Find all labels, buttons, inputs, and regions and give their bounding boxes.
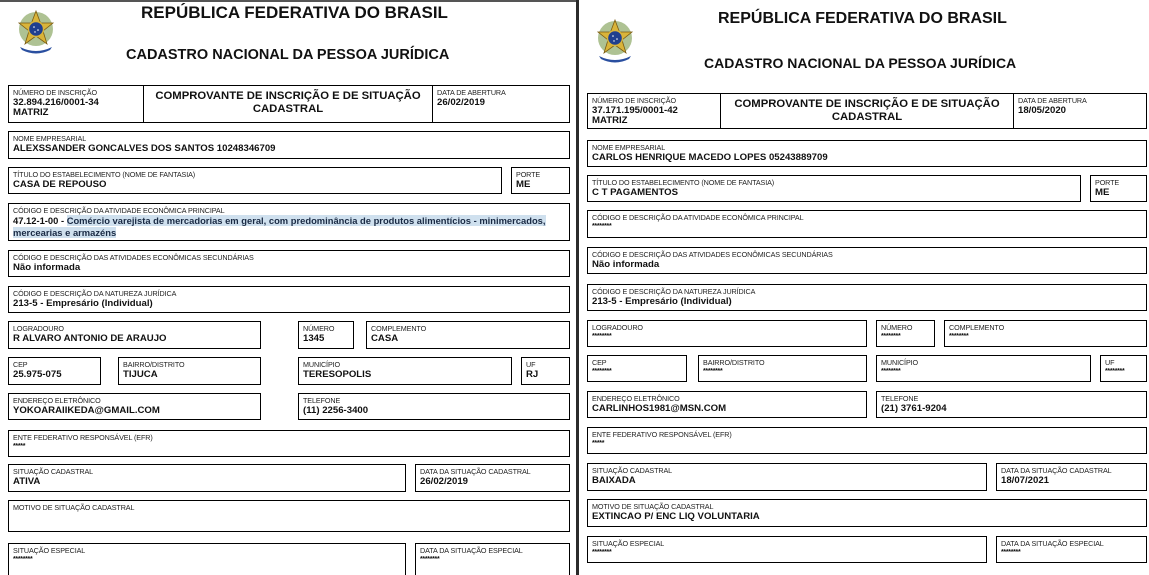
atividade-principal-description: Comércio varejista de mercadorias em geral, com predominância de produtos alimentícios - minimercados, mercearias e armazéns xyxy=(13,215,546,238)
porte-value: ME xyxy=(1095,187,1110,198)
situacao-cadastral-field xyxy=(8,464,406,492)
comprovante-line-2: CADASTRAL xyxy=(252,103,324,115)
situacao-cadastral-label: SITUAÇÃO CADASTRAL xyxy=(13,467,94,476)
telefone-label: TELEFONE xyxy=(303,396,341,405)
efr-label: ENTE FEDERATIVO RESPONSÁVEL (EFR) xyxy=(13,433,153,442)
efr-label: ENTE FEDERATIVO RESPONSÁVEL (EFR) xyxy=(592,430,732,439)
bairro-field xyxy=(698,355,867,382)
comprovante-title xyxy=(144,90,432,116)
telefone-field xyxy=(876,391,1147,418)
situacao-cadastral-field xyxy=(587,463,987,491)
titulo-estabelecimento-label: TÍTULO DO ESTABELECIMENTO (NOME DE FANTASIA) xyxy=(13,170,196,179)
nome-empresarial-value: ALEXSSANDER GONCALVES DOS SANTOS 10248346709 xyxy=(13,143,276,154)
porte-field xyxy=(511,167,570,194)
motivo-situacao-field xyxy=(587,499,1147,527)
numero-field xyxy=(876,320,935,347)
data-abertura-label: DATA DE ABERTURA xyxy=(1018,96,1087,105)
email-value: CARLINHOS1981@MSN.COM xyxy=(592,403,727,414)
cep-value: ******** xyxy=(592,368,612,375)
data-situacao-cadastral-value: 26/02/2019 xyxy=(420,476,469,487)
logradouro-label: LOGRADOURO xyxy=(13,324,64,333)
situacao-cadastral-label: SITUAÇÃO CADASTRAL xyxy=(592,466,673,475)
estabelecimento-tipo: MATRIZ xyxy=(13,107,49,118)
data-situacao-cadastral-value: 18/07/2021 xyxy=(1001,475,1050,486)
atividade-principal-code: 47.12-1-00 - xyxy=(13,215,67,226)
brazil-coat-of-arms-icon xyxy=(14,9,58,55)
bairro-label: BAIRRO/DISTRITO xyxy=(123,360,185,369)
registry-title: CADASTRO NACIONAL DA PESSOA JURÍDICA xyxy=(704,55,1017,71)
cep-field xyxy=(8,357,101,385)
uf-field xyxy=(1100,355,1147,382)
numero-field xyxy=(298,321,354,349)
complemento-field xyxy=(366,321,570,349)
cep-field xyxy=(587,355,687,382)
titulo-estabelecimento-label: TÍTULO DO ESTABELECIMENTO (NOME DE FANTASIA) xyxy=(592,178,775,187)
motivo-situacao-label: MOTIVO DE SITUAÇÃO CADASTRAL xyxy=(592,502,714,511)
efr-field xyxy=(8,430,570,457)
complemento-field xyxy=(944,320,1147,347)
atividade-principal-label: CÓDIGO E DESCRIÇÃO DA ATIVIDADE ECONÔMICA PRINCIPAL xyxy=(592,213,804,222)
data-situacao-especial-label: DATA DA SITUAÇÃO ESPECIAL xyxy=(1001,539,1104,548)
left-document-top-edge xyxy=(0,0,577,2)
nome-empresarial-label: NOME EMPRESARIAL xyxy=(13,134,87,143)
comprovante-line-1: COMPROVANTE DE INSCRIÇÃO E DE SITUAÇÃO xyxy=(734,98,1000,110)
data-abertura-field xyxy=(432,85,570,123)
atividades-secundarias-value: Não informada xyxy=(13,262,81,273)
data-situacao-especial-value: ******** xyxy=(1001,549,1021,556)
atividades-secundarias-field xyxy=(8,250,570,277)
natureza-juridica-field xyxy=(8,286,570,313)
nome-empresarial-field xyxy=(8,131,570,159)
situacao-especial-value: ******** xyxy=(13,556,33,563)
uf-label: UF xyxy=(1105,358,1115,367)
situacao-especial-field xyxy=(587,536,987,563)
natureza-juridica-value: 213-5 - Empresário (Individual) xyxy=(13,298,153,309)
situacao-especial-label: SITUAÇÃO ESPECIAL xyxy=(13,546,86,555)
natureza-juridica-label: CÓDIGO E DESCRIÇÃO DA NATUREZA JURÍDICA xyxy=(592,287,756,296)
uf-label: UF xyxy=(526,360,536,369)
data-situacao-especial-field xyxy=(996,536,1147,563)
logradouro-value: ******** xyxy=(592,333,612,340)
municipio-field xyxy=(298,357,512,385)
estabelecimento-tipo: MATRIZ xyxy=(592,115,628,126)
atividades-secundarias-label: CÓDIGO E DESCRIÇÃO DAS ATIVIDADES ECONÔMICAS SECUNDÁRIAS xyxy=(13,253,254,262)
bairro-value: TIJUCA xyxy=(123,369,158,380)
bairro-label: BAIRRO/DISTRITO xyxy=(703,358,765,367)
bairro-value: ******** xyxy=(703,368,723,375)
numero-label: NÚMERO xyxy=(881,323,913,332)
efr-value: ***** xyxy=(592,440,605,447)
numero-inscricao-value: 32.894.216/0001-34 xyxy=(13,97,99,108)
situacao-cadastral-value: BAIXADA xyxy=(592,475,636,486)
complemento-label: COMPLEMENTO xyxy=(371,324,427,333)
nome-empresarial-field xyxy=(587,140,1147,167)
numero-value: ******** xyxy=(881,333,901,340)
complemento-value: CASA xyxy=(371,333,399,344)
porte-value: ME xyxy=(516,179,531,190)
municipio-value: TERESOPOLIS xyxy=(303,369,372,380)
telefone-label: TELEFONE xyxy=(881,394,919,403)
efr-field xyxy=(587,427,1147,454)
atividade-principal-value: ******** xyxy=(592,223,612,230)
titulo-estabelecimento-field xyxy=(587,175,1081,202)
numero-inscricao-value: 37.171.195/0001-42 xyxy=(592,105,678,116)
numero-inscricao-label: NÚMERO DE INSCRIÇÃO xyxy=(13,88,97,97)
porte-label: PORTE xyxy=(1095,178,1120,187)
municipio-label: MUNICÍPIO xyxy=(303,360,341,369)
comprovante-line-2: CADASTRAL xyxy=(831,111,903,123)
atividade-principal-field xyxy=(8,203,570,241)
municipio-value: ******** xyxy=(881,368,901,375)
motivo-situacao-value: EXTINCAO P/ ENC LIQ VOLUNTARIA xyxy=(592,511,760,522)
complemento-label: COMPLEMENTO xyxy=(949,323,1005,332)
data-abertura-value: 26/02/2019 xyxy=(437,97,486,108)
data-situacao-cadastral-label: DATA DA SITUAÇÃO CADASTRAL xyxy=(1001,466,1112,475)
cep-label: CEP xyxy=(13,360,28,369)
titulo-estabelecimento-field xyxy=(8,167,502,194)
data-situacao-cadastral-label: DATA DA SITUAÇÃO CADASTRAL xyxy=(420,467,531,476)
comprovante-line-1: COMPROVANTE DE INSCRIÇÃO E DE SITUAÇÃO xyxy=(155,90,421,102)
bairro-field xyxy=(118,357,261,385)
telefone-field xyxy=(298,393,570,420)
data-abertura-label: DATA DE ABERTURA xyxy=(437,88,506,97)
situacao-especial-field xyxy=(8,543,406,575)
comprovante-title xyxy=(721,98,1013,124)
registry-title: CADASTRO NACIONAL DA PESSOA JURÍDICA xyxy=(126,47,450,63)
data-abertura-value: 18/05/2020 xyxy=(1018,105,1067,116)
efr-value: ***** xyxy=(13,443,26,450)
situacao-especial-label: SITUAÇÃO ESPECIAL xyxy=(592,539,665,548)
uf-value: ******** xyxy=(1105,368,1125,375)
nome-empresarial-value: CARLOS HENRIQUE MACEDO LOPES 05243889709 xyxy=(592,152,828,163)
email-label: ENDEREÇO ELETRÔNICO xyxy=(13,396,101,405)
atividades-secundarias-value: Não informada xyxy=(592,259,660,270)
motivo-situacao-field xyxy=(8,500,570,532)
logradouro-value: R ALVARO ANTONIO DE ARAUJO xyxy=(13,333,167,344)
numero-inscricao-field xyxy=(8,85,144,123)
email-field xyxy=(8,393,261,420)
data-abertura-field xyxy=(1013,93,1147,129)
numero-label: NÚMERO xyxy=(303,324,335,333)
atividades-secundarias-label: CÓDIGO E DESCRIÇÃO DAS ATIVIDADES ECONÔMICAS SECUNDÁRIAS xyxy=(592,250,833,259)
natureza-juridica-field xyxy=(587,284,1147,311)
document-divider xyxy=(576,0,579,575)
numero-inscricao-field xyxy=(587,93,721,129)
natureza-juridica-label: CÓDIGO E DESCRIÇÃO DA NATUREZA JURÍDICA xyxy=(13,289,177,298)
logradouro-label: LOGRADOURO xyxy=(592,323,643,332)
municipio-label: MUNICÍPIO xyxy=(881,358,919,367)
motivo-situacao-label: MOTIVO DE SITUAÇÃO CADASTRAL xyxy=(13,503,135,512)
titulo-estabelecimento-value: CASA DE REPOUSO xyxy=(13,179,107,190)
titulo-estabelecimento-value: C T PAGAMENTOS xyxy=(592,187,678,198)
email-label: ENDEREÇO ELETRÔNICO xyxy=(592,394,680,403)
atividades-secundarias-field xyxy=(587,247,1147,274)
atividade-principal-value xyxy=(13,215,563,238)
atividade-principal-field xyxy=(587,210,1147,238)
data-situacao-especial-field xyxy=(415,543,570,575)
situacao-cadastral-value: ATIVA xyxy=(13,476,41,487)
email-field xyxy=(587,391,867,418)
atividade-principal-label: CÓDIGO E DESCRIÇÃO DA ATIVIDADE ECONÔMICA PRINCIPAL xyxy=(13,206,225,215)
natureza-juridica-value: 213-5 - Empresário (Individual) xyxy=(592,296,732,307)
data-situacao-cadastral-field xyxy=(415,464,570,492)
brazil-coat-of-arms-icon xyxy=(593,18,637,64)
logradouro-field xyxy=(587,320,867,347)
numero-inscricao-label: NÚMERO DE INSCRIÇÃO xyxy=(592,96,676,105)
republic-title: REPÚBLICA FEDERATIVA DO BRASIL xyxy=(141,3,448,22)
cnpj-document-right xyxy=(580,0,1149,575)
situacao-especial-value: ******** xyxy=(592,549,612,556)
porte-field xyxy=(1090,175,1147,202)
telefone-value: (11) 2256-3400 xyxy=(303,405,369,416)
telefone-value: (21) 3761-9204 xyxy=(881,403,947,414)
cep-value: 25.975-075 xyxy=(13,369,62,380)
republic-title: REPÚBLICA FEDERATIVA DO BRASIL xyxy=(718,10,1007,27)
complemento-value: ******** xyxy=(949,333,969,340)
uf-value: RJ xyxy=(526,369,539,380)
logradouro-field xyxy=(8,321,261,349)
cep-label: CEP xyxy=(592,358,607,367)
numero-value: 1345 xyxy=(303,333,325,344)
municipio-field xyxy=(876,355,1091,382)
email-value: YOKOARAIIKEDA@GMAIL.COM xyxy=(13,405,160,416)
data-situacao-especial-value: ******** xyxy=(420,556,440,563)
porte-label: PORTE xyxy=(516,170,541,179)
comprovante-title-box xyxy=(720,93,1014,129)
data-situacao-especial-label: DATA DA SITUAÇÃO ESPECIAL xyxy=(420,546,523,555)
uf-field xyxy=(521,357,570,385)
nome-empresarial-label: NOME EMPRESARIAL xyxy=(592,143,666,152)
data-situacao-cadastral-field xyxy=(996,463,1147,491)
comprovante-title-box xyxy=(143,85,433,123)
